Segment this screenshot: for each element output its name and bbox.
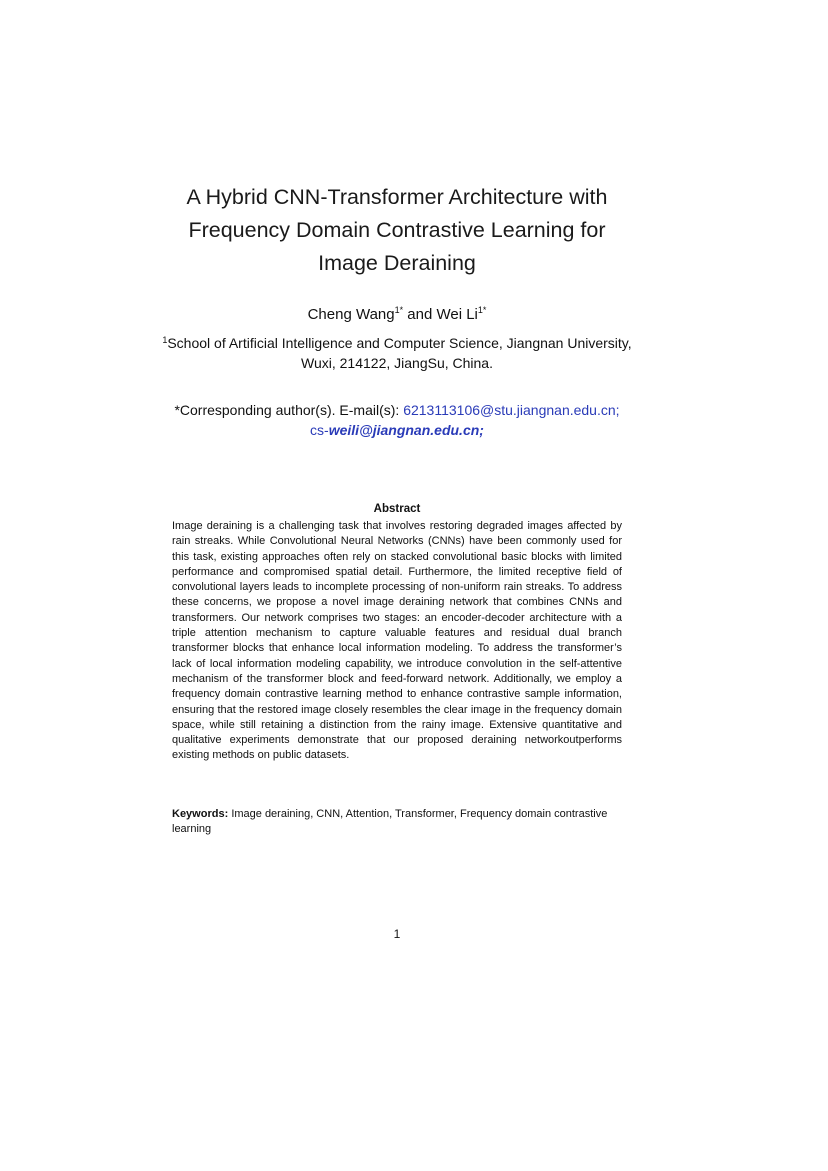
paper-title: [150, 181, 644, 280]
email-separator: ;: [615, 402, 620, 418]
email-prefix[interactable]: cs-: [310, 422, 329, 438]
keywords-text: Image deraining, CNN, Attention, Transformer, Frequency domain contrastive learning: [172, 808, 608, 836]
corresponding-authors: [0, 400, 794, 440]
author-name: Wei Li: [436, 306, 478, 323]
abstract-heading: Abstract: [373, 503, 421, 515]
affiliation: [150, 330, 644, 373]
title-line-1: A Hybrid CNN-Transformer Architecture with: [186, 185, 608, 209]
author-list: [0, 299, 794, 326]
title-line-3: Image Deraining: [318, 251, 476, 275]
abstract-text: Image deraining is a challenging task that involves restoring degraded images affected by rain streaks. While Convolutional Neural Networks (CNNs) have been commonly used for this task, existing approaches often rely on stacked convolutional basic blocks with limited performance and compromised spatial detail. Furthermore, the limited receptive field of convolutional layers leads to incomplete processing of non-uniform rain streaks. To address these concerns, we propose a novel image deraining network that combines CNNs and transformers. Our network comprises two stages: an encoder-decoder architecture with a triple attention mechanism to capture valuable features and residual dual branch transformer blocks that enhance local information modeling. To address the transformer’s lack of local information modeling capability, we introduce convolution in the self-attentive mechanism of the transformer block and feed-forward network. Additionally, we employ a frequency domain contrastive learning method to enhance contrastive sample information, ensuring that the restored image closely resembles the clear image in the frequency domain space, while still retaining a distinction from the rainy image. Extensive quantitative and qualitative experiments demonstrate that our proposed deraining networkoutperforms existing methods on public datasets.: [172, 520, 622, 762]
author-name: Cheng Wang: [307, 306, 395, 323]
page-number: 1: [393, 927, 401, 941]
author-affiliation-mark: 1*: [477, 305, 487, 315]
title-line-2: Frequency Domain Contrastive Learning for: [188, 218, 606, 242]
affiliation-mark: 1: [162, 335, 168, 345]
corresponding-label: *Corresponding author(s). E-mail(s):: [174, 402, 400, 418]
author-affiliation-mark: 1*: [394, 305, 404, 315]
keywords-label: Keywords:: [172, 808, 229, 820]
affiliation-text: School of Artificial Intelligence and Computer Science, Jiangnan University, Wuxi, 214122, JiangSu, China.: [167, 335, 632, 371]
author-conjunction: and: [407, 306, 433, 323]
email-link[interactable]: weili@jiangnan.edu.cn;: [328, 422, 484, 438]
email-link[interactable]: 6213113106@stu.jiangnan.edu.cn: [403, 402, 616, 418]
keywords: [172, 807, 622, 838]
